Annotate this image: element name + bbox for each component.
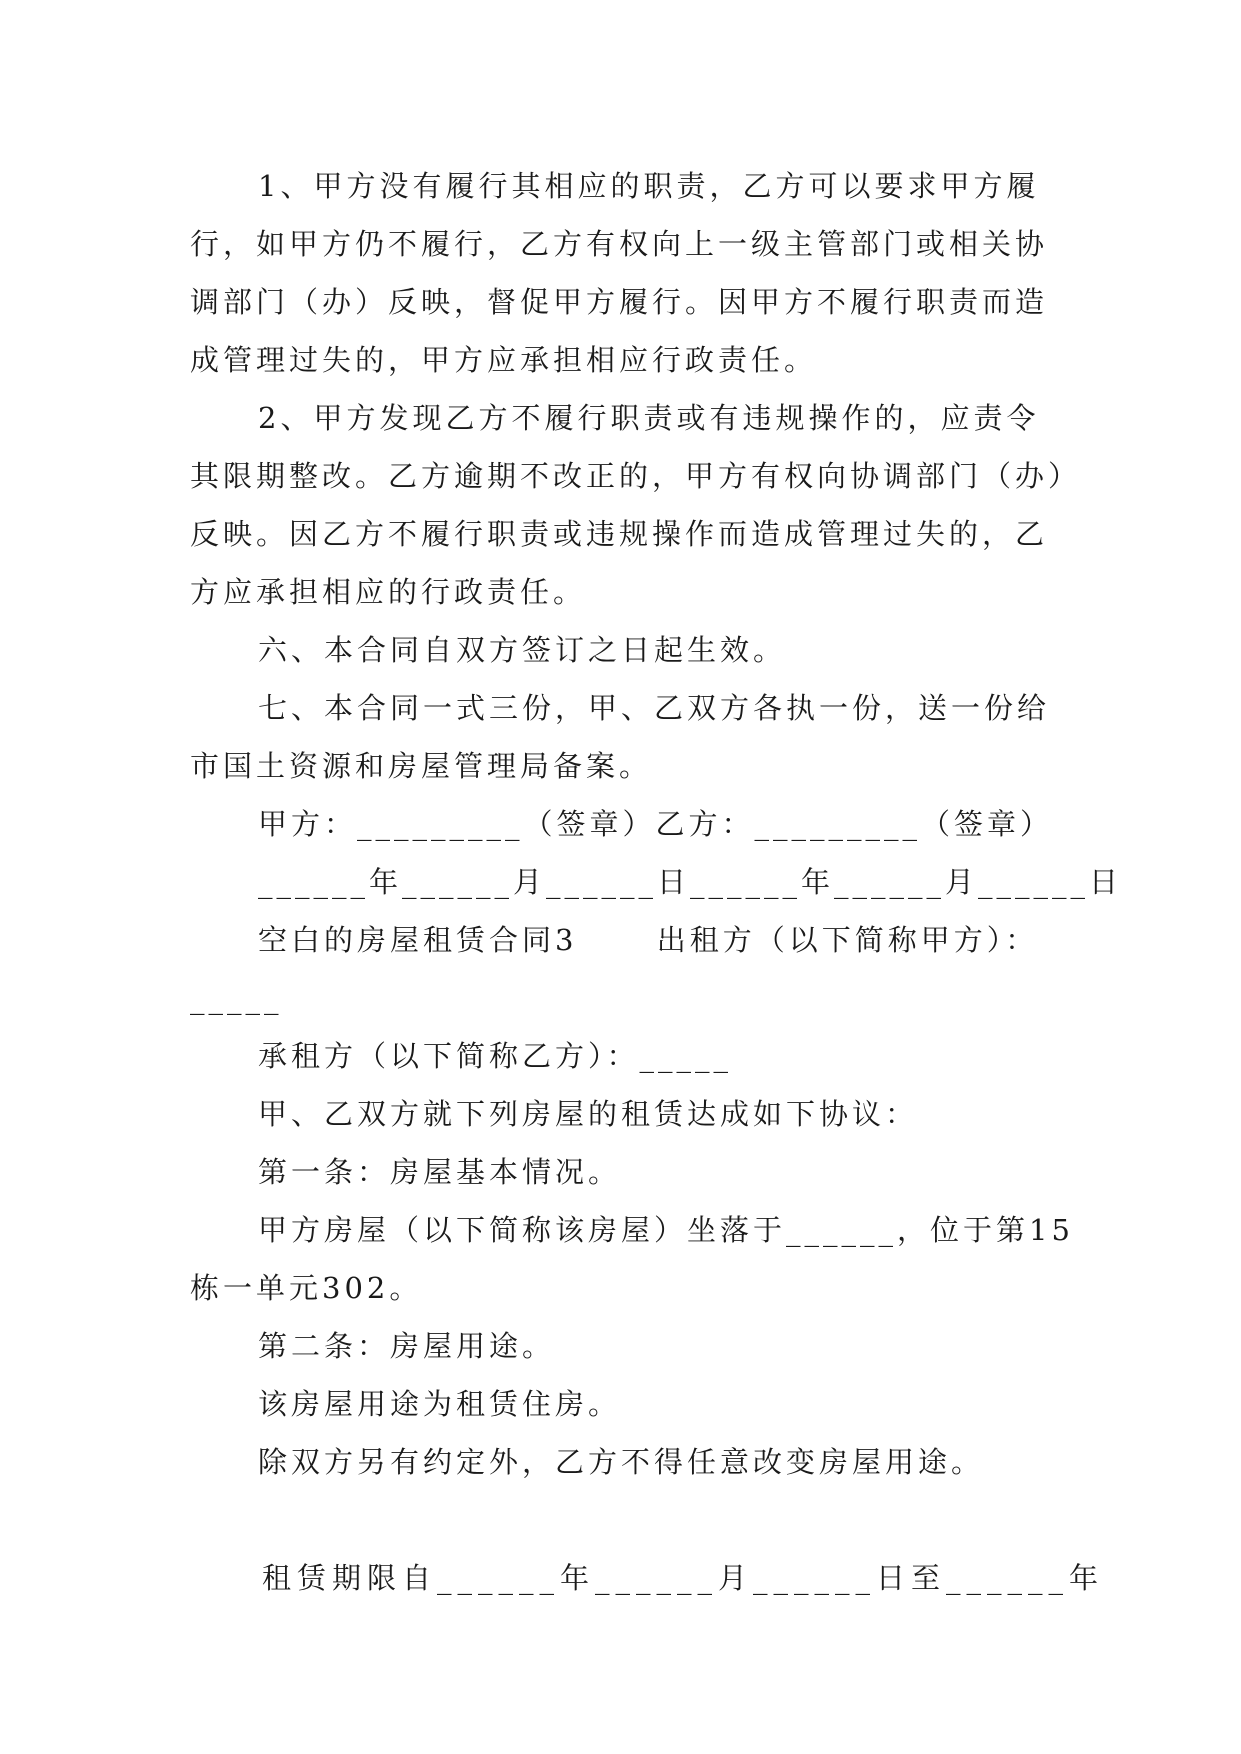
lessee-line: 承租方（以下简称乙方）：_____	[258, 1039, 733, 1073]
article-6-effective: 六、本合同自双方签订之日起生效。	[258, 633, 787, 667]
clause-1-line-3: 调部门（办）反映，督促甲方履行。因甲方不履行职责而造	[190, 285, 1049, 319]
clause-2-line-2: 其限期整改。乙方逾期不改正的，甲方有权向协调部门（办）	[190, 459, 1082, 493]
article-1-heading: 第一条：房屋基本情况。	[258, 1155, 622, 1189]
usage-restriction: 除双方另有约定外，乙方不得任意改变房屋用途。	[258, 1445, 985, 1479]
contract-3-title-lessor: 空白的房屋租赁合同3 出租方（以下简称甲方）：	[258, 923, 1039, 957]
date-line: ______年______月______日______年______月______日	[258, 865, 1123, 899]
article-7-line-2: 市国土资源和房屋管理局备案。	[190, 749, 653, 783]
clause-2-line-4: 方应承担相应的行政责任。	[190, 575, 587, 609]
property-location-line-2: 栋一单元302。	[190, 1271, 423, 1305]
signature-line: 甲方：_________（签章）乙方：_________（签章）	[258, 807, 1054, 841]
clause-2-line-3: 反映。因乙方不履行职责或违规操作而造成管理过失的，乙	[190, 517, 1049, 551]
clause-2-line-1: 2、甲方发现乙方不履行职责或有违规操作的，应责令	[258, 401, 1040, 435]
article-7-line-1: 七、本合同一式三份，甲、乙双方各执一份，送一份给	[258, 691, 1051, 725]
clause-1-line-1: 1、甲方没有履行其相应的职责，乙方可以要求甲方履	[258, 169, 1040, 203]
property-usage: 该房屋用途为租赁住房。	[258, 1387, 622, 1421]
lessor-blank: _____	[190, 981, 283, 1015]
clause-1-line-2: 行，如甲方仍不履行，乙方有权向上一级主管部门或相关协	[190, 227, 1049, 261]
lease-term-line: 租赁期限自______年______月______日至______年	[262, 1561, 1105, 1595]
property-location-line-1: 甲方房屋（以下简称该房屋）坐落于______，位于第15	[258, 1213, 1074, 1247]
article-2-heading: 第二条：房屋用途。	[258, 1329, 556, 1363]
agreement-intro: 甲、乙双方就下列房屋的租赁达成如下协议：	[258, 1097, 919, 1131]
clause-1-line-4: 成管理过失的，甲方应承担相应行政责任。	[190, 343, 818, 377]
